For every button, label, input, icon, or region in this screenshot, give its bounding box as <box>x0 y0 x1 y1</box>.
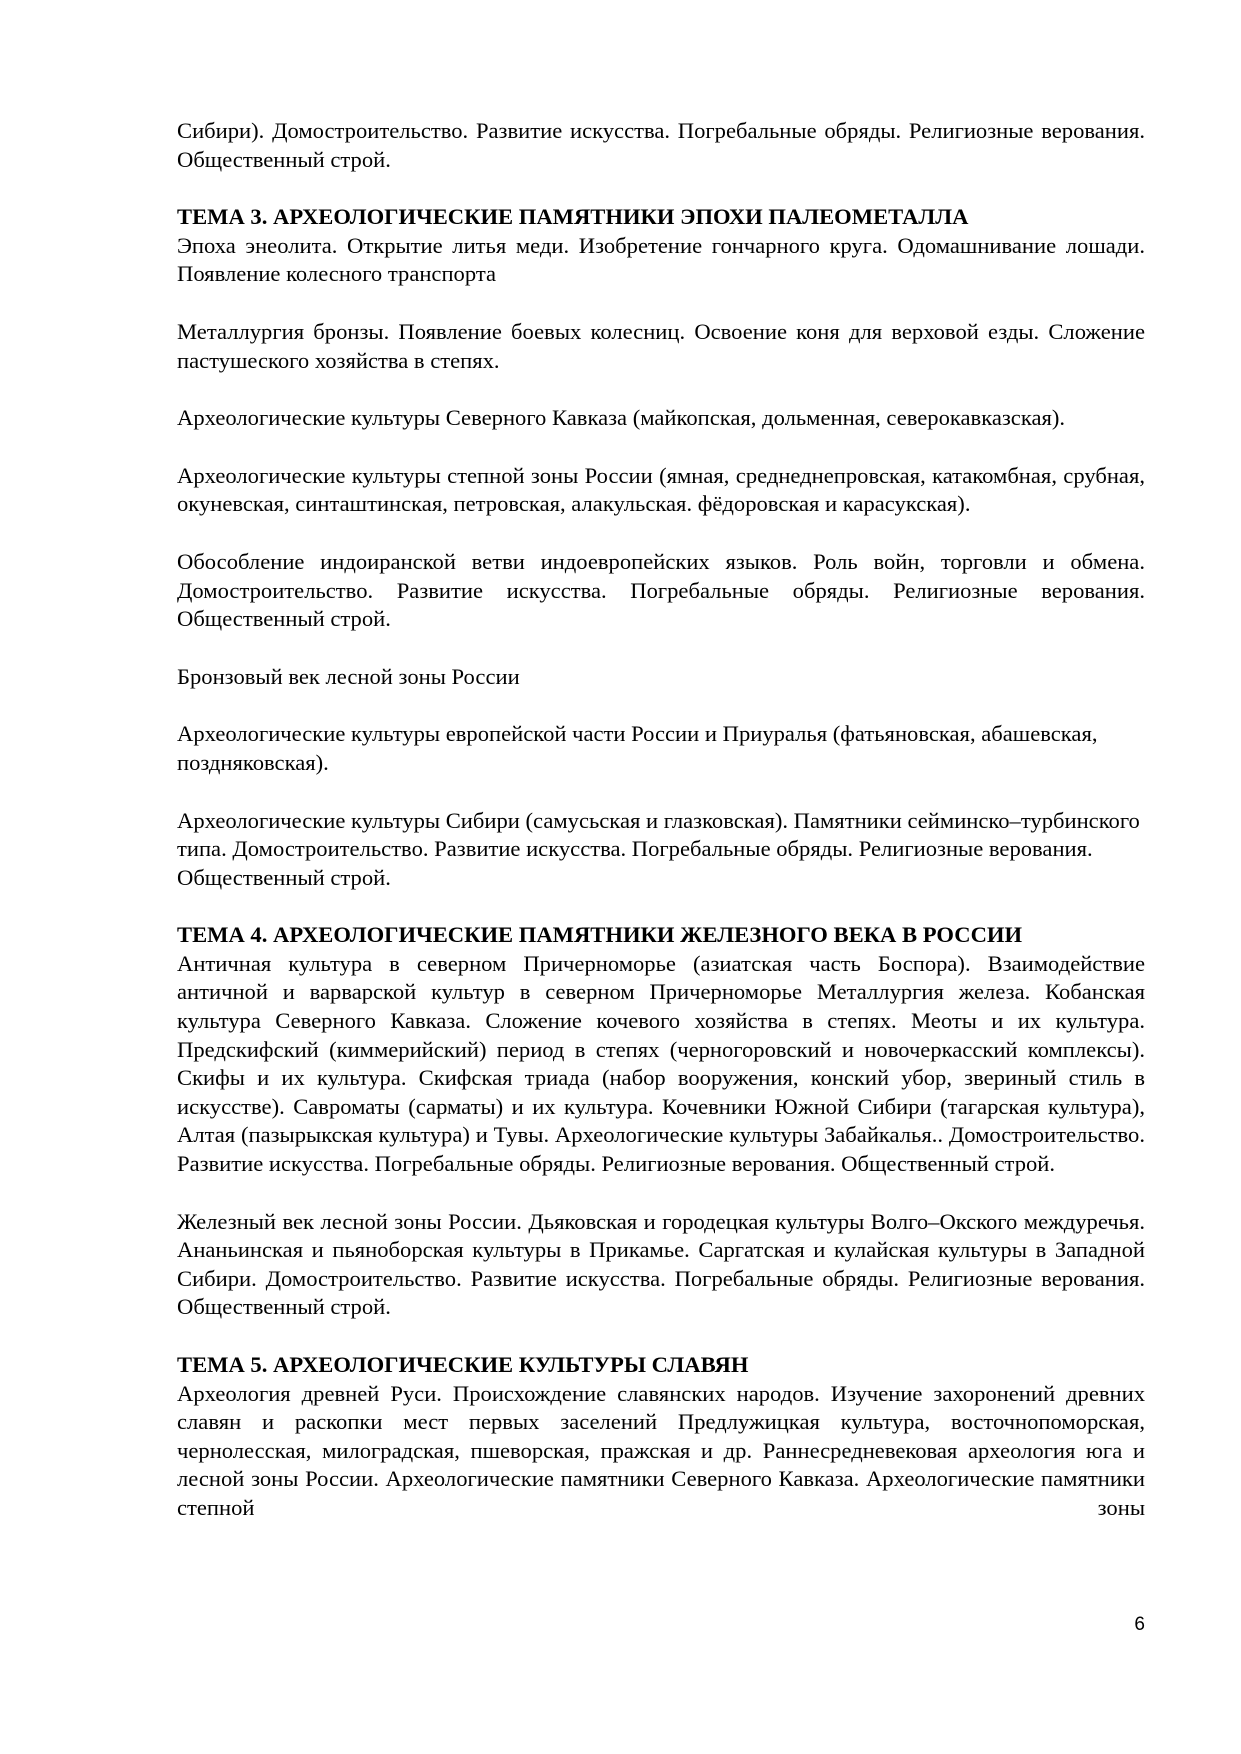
theme-4-paragraph-1: Античная культура в северном Причерноморье (азиатская часть Боспора). Взаимодействие античной и варварской культур в северном Причерноморье Металлургия железа. Кобанская культура Северного Кавказа. Сложение кочевого хозяйства в степях. Меоты и их культура. Предскифский (киммерийский) период в степях (черногоровский и новочеркасский комплексы). Скифы и их культура. Скифская триада (набор вооружения, конский убор, звериный стиль в искусстве). Савроматы (сарматы) и их культура. Кочевники Южной Сибири (тагарская культура), Алтая (пазырыкская культура) и Тувы. Археологические культуры Забайкалья.. Домостроительство. Развитие искусства. Погребальные обряды. Религиозные верования. Общественный строй. <box>177 950 1145 1177</box>
theme-3-paragraph-3: Археологические культуры Северного Кавказа (майкопская, дольменная, северокавказская). <box>177 405 1066 431</box>
theme-3-heading: ТЕМА 3. АРХЕОЛОГИЧЕСКИЕ ПАМЯТНИКИ ЭПОХИ ПАЛЕОМЕТАЛЛА <box>177 204 969 230</box>
theme-5-heading: ТЕМА 5. АРХЕОЛОГИЧЕСКИЕ КУЛЬТУРЫ СЛАВЯН <box>177 1352 749 1377</box>
theme-3-paragraph-8: Археологические культуры Сибири (самусьская и глазковская). Памятники сейминско–турбинского типа. Домостроительство. Развитие искусства. Погребальные обряды. Религиозные верования. Общественный строй. <box>177 807 1140 890</box>
theme-3-paragraph-5: Обособление индоиранской ветви индоевропейских языков. Роль войн, торговли и обмена. Домостроительство. Развитие искусства. Погребальные обряды. Религиозные верования. Общественный строй. <box>177 548 1145 632</box>
intro-paragraph: Сибири). Домостроительство. Развитие искусства. Погребальные обряды. Религиозные верования. Общественный строй. <box>177 118 1145 172</box>
theme-3-paragraph-7: Археологические культуры европейской части России и Приуралья (фатьяновская, абашевская, поздняковская). <box>177 721 1098 775</box>
theme-3-paragraph-6: Бронзовый век лесной зоны России <box>177 663 520 689</box>
theme-3-paragraph-1: Эпоха энеолита. Открытие литья меди. Изобретение гончарного круга. Одомашнивание лошади. Появление колесного транспорта <box>177 232 1145 287</box>
theme-4-paragraph-2: Железный век лесной зоны России. Дьяковская и городецкая культуры Волго–Окского междуречья. Ананьинская и пьяноборская культуры в Прикамье. Саргатская и кулайская культуры в Западной Сибири. Домостроительство. Развитие искусства. Погребальные обряды. Религиозные верования. Общественный строй. <box>177 1208 1145 1320</box>
theme-4-heading: ТЕМА 4. АРХЕОЛОГИЧЕСКИЕ ПАМЯТНИКИ ЖЕЛЕЗНОГО ВЕКА В РОССИИ <box>177 922 1023 948</box>
page-body <box>177 117 1145 1523</box>
theme-3-paragraph-2: Металлургия бронзы. Появление боевых колесниц. Освоение коня для верховой езды. Сложение пастушеского хозяйства в степях. <box>177 318 1145 373</box>
page-number: 6 <box>1134 1614 1145 1635</box>
theme-5-paragraph-1: Археология древней Руси. Происхождение славянских народов. Изучение захоронений древних славян и раскопки мест первых заселений Предлужицкая культура, восточнопоморская, чернолесская, милоградская, пшеворская, пражская и др. Раннесредневековая археология юга и лесной зоны России. Археологические памятники Северного Кавказа. Археологические памятники степной зоны <box>177 1380 1145 1520</box>
theme-3-paragraph-4: Археологические культуры степной зоны России (ямная, среднеднепровская, катакомбная, срубная, окуневская, синташтинская, петровская, алакульская. фёдоровская и карасукская). <box>177 462 1145 517</box>
